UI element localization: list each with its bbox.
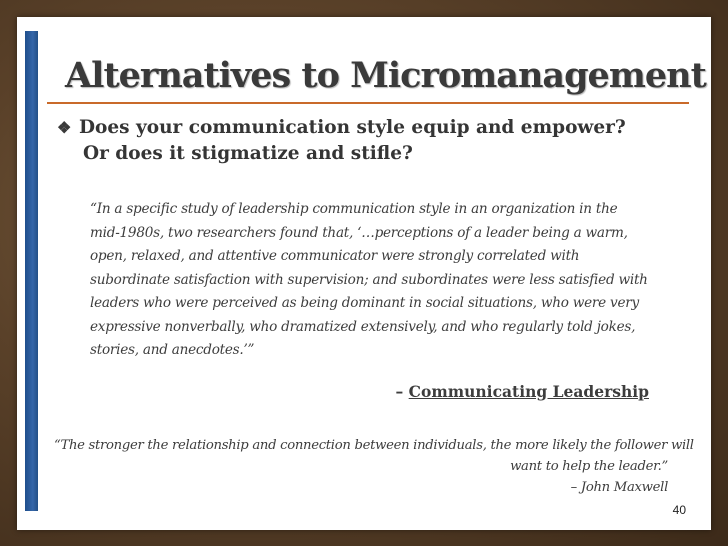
title-divider: [47, 102, 689, 104]
study-quote: “In a specific study of leadership communication style in an organization in the mid-1980s, two researchers found that, ‘…perceptions of a leader being a warm, open, relaxed, and attentive communicator were strongly correlated with subordinate satisfaction with supervision; and subordinates were less satisfied with leaders who were perceived as being dominant in social situations, who were very expressive nonverbally, who dramatized extensively, and who regularly told jokes, stories, and anecdotes.’”: [90, 201, 648, 358]
bullet-line-1: [57, 115, 667, 141]
slide: [17, 17, 711, 530]
attribution-dash: –: [395, 382, 409, 401]
bullet-text-1: Does your communication style equip and empower?: [79, 117, 626, 138]
maxwell-quote-line-1: “The stronger the relationship and connection between individuals, the more likely the follower will: [54, 438, 694, 453]
diamond-bullet-icon: ❖: [57, 118, 72, 137]
bullet-text-2: Or does it stigmatize and stifle?: [83, 143, 413, 164]
maxwell-quote-author: – John Maxwell: [570, 480, 668, 495]
accent-bar: [25, 31, 38, 511]
slide-title: Alternatives to Micromanagement: [65, 55, 706, 96]
page-number: 40: [672, 503, 686, 517]
maxwell-quote-line-2: want to help the leader.”: [510, 459, 668, 474]
source-link[interactable]: Communicating Leadership: [408, 382, 649, 401]
quote-attribution: [396, 382, 649, 401]
maxwell-quote: [54, 435, 694, 498]
bullet-point: [57, 115, 667, 167]
